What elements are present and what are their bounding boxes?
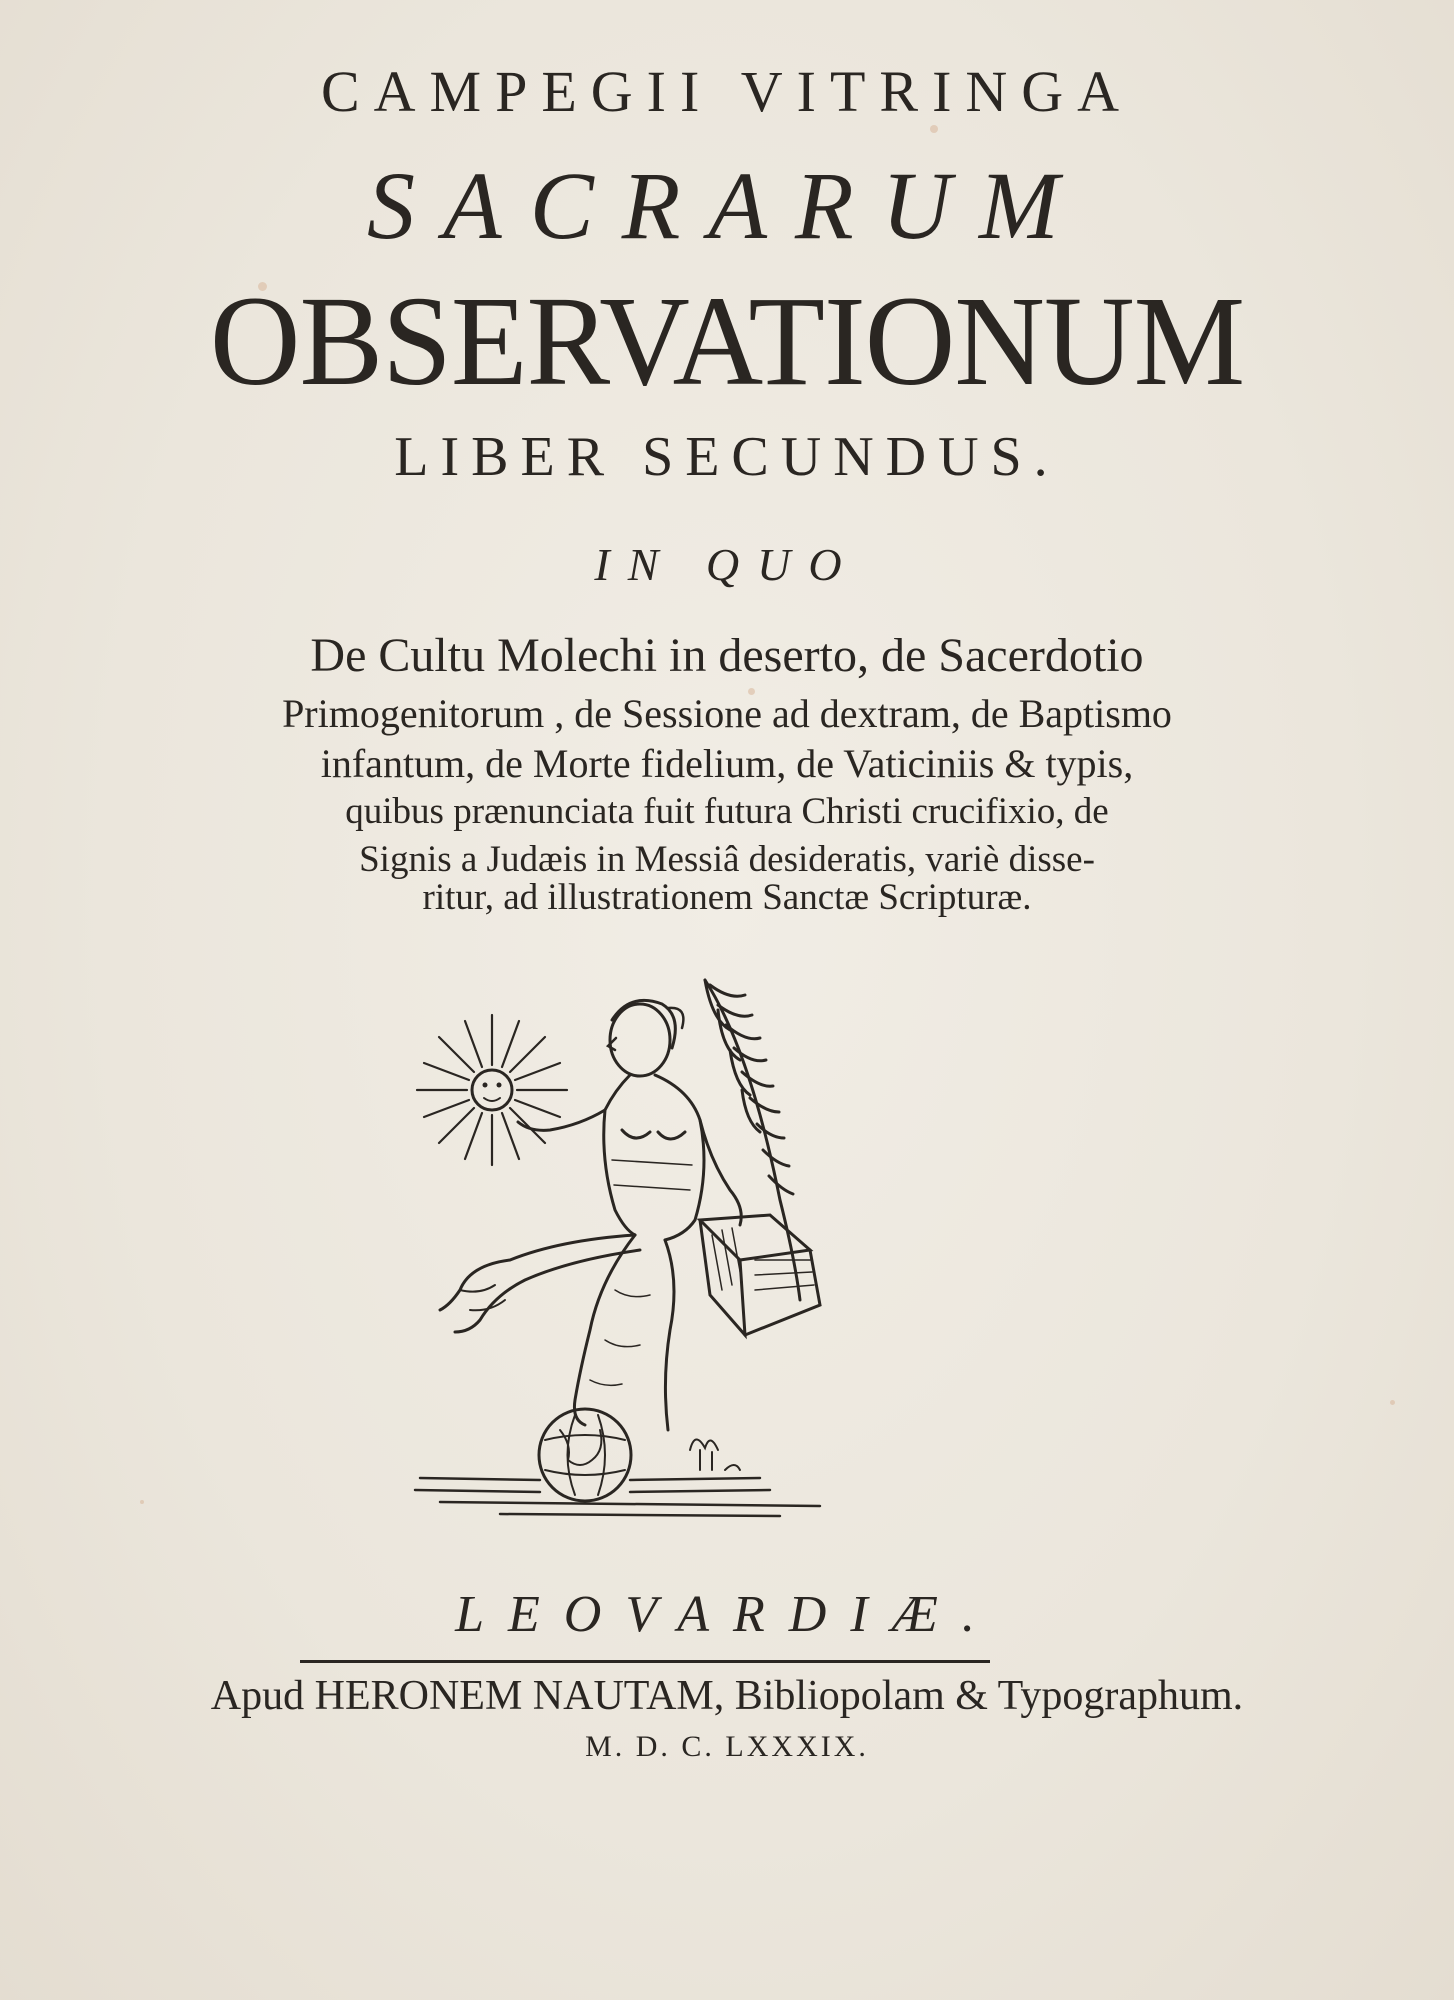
title-line-3: LIBER SECUNDUS. xyxy=(394,426,1060,488)
title-line-2: OBSERVATIONUM xyxy=(209,270,1245,412)
sun-icon xyxy=(417,1015,567,1165)
figure-head-icon xyxy=(608,1000,683,1076)
in-quo-heading: IN QUO xyxy=(594,539,860,590)
description-line: ritur, ad illustrationem Sanctæ Scripturæ. xyxy=(422,877,1032,918)
allegorical-figure-woodcut-icon xyxy=(400,960,880,1540)
ground-icon xyxy=(415,1439,820,1516)
publication-date: M. D. C. LXXXIX. xyxy=(585,1730,869,1763)
place-of-publication: LEOVARDIÆ. xyxy=(455,1586,999,1643)
foxing-spot xyxy=(140,1500,144,1504)
description-line: quibus prænunciata fuit futura Christi crucifixio, de xyxy=(345,791,1109,832)
foxing-spot xyxy=(1390,1400,1395,1405)
title-line-1: SACRARUM xyxy=(367,152,1087,259)
open-book-icon xyxy=(700,1215,820,1335)
description-line: Signis a Judæis in Messiâ desideratis, variè disse- xyxy=(359,839,1095,880)
foxing-spot xyxy=(930,125,938,133)
globe-icon xyxy=(539,1409,631,1501)
author-name: CAMPEGII VITRINGA xyxy=(320,59,1134,124)
description-line: De Cultu Molechi in deserto, de Sacerdotio xyxy=(310,629,1144,682)
imprint-line: Apud HERONEM NAUTAM, Bibliopolam & Typographum. xyxy=(210,1673,1244,1719)
divider-rule xyxy=(300,1660,990,1663)
description-line: Primogenitorum , de Sessione ad dextram, de Baptismo xyxy=(282,691,1172,736)
description-line: infantum, de Morte fidelium, de Vaticiniis & typis, xyxy=(320,741,1134,786)
drapery-icon xyxy=(440,1235,640,1332)
